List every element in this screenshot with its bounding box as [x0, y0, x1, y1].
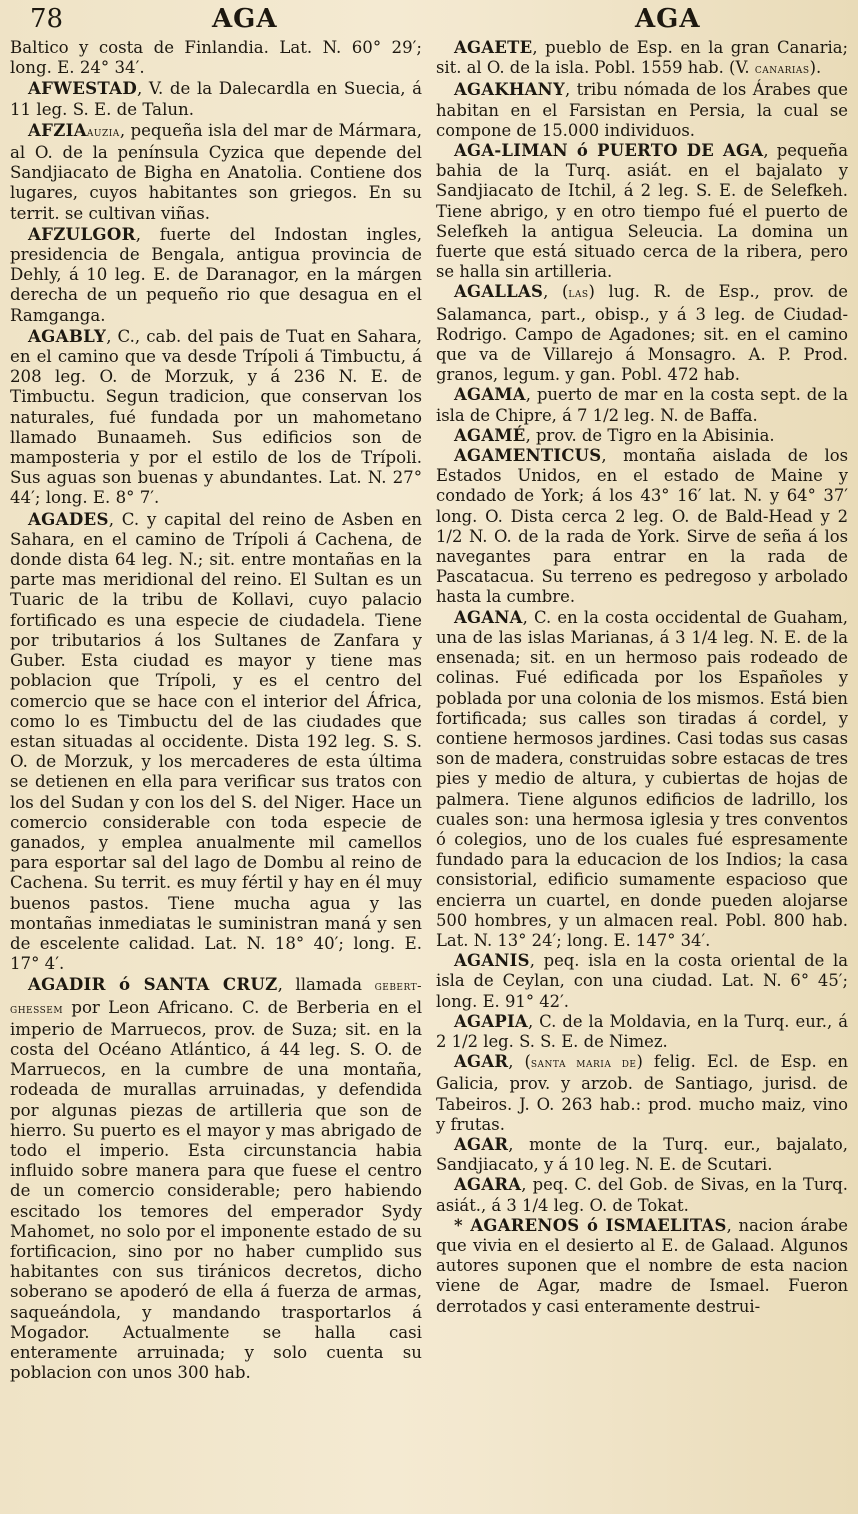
entry-text: , peq. isla en la costa oriental de la isla de Ceylan, con una ciudad. Lat. N. 6° 45′; long. E. 91° 42′.	[436, 951, 848, 1011]
left-column	[10, 38, 422, 1383]
entry-headword: AFZIA	[28, 119, 87, 140]
entry-text: , pequeña isla del mar de Mármara, al O. de la península Cyzica que depende del Sandjiacato de Bigha en Anatolia. Contiene dos lugares, cuyos habitantes son griegos. En su territ. se cultivan viñas.	[10, 120, 422, 223]
entry-text: ).	[809, 58, 822, 78]
entry-text: , monte de la Turq. eur., bajalato, Sandjiacato, y á 10 leg. N. E. de Scutari.	[436, 1134, 848, 1175]
entry-headword: AGANA	[454, 607, 523, 627]
dictionary-entry	[10, 120, 422, 224]
entry-text: , montaña aislada de los Estados Unidos, en el estado de Maine y condado de York; á los 43° 16′ lat. N. y 64° 37′ long. O. Dista cerca 2 leg. O. de Bald-Head y 2 1/2 N. O. de la rada de York. Sirve de seña á los navegantes para entrar en la rada de Pascatacua. Su terreno es pedregoso y arbolado hasta la cumbre.	[436, 446, 848, 607]
entry-headword: AGADES	[28, 508, 109, 529]
entry-headword: AGANIS	[454, 951, 530, 971]
entry-headword: AGAPIA	[454, 1011, 528, 1031]
entry-text: , nacion árabe que vivia en el desierto al E. de Galaad. Algunos autores suponen que el nombre de esta nacion viene de Agar, madre de Ismael. Fueron derrotados y casi enteramente destrui-	[436, 1215, 848, 1316]
entry-text: , puerto de mar en la costa sept. de la isla de Chipre, á 7 1/2 leg. N. de Baffa.	[436, 385, 848, 425]
dictionary-entry	[436, 608, 848, 951]
entry-small-caps: auzia	[86, 124, 120, 140]
entry-headword: * AGARENOS ó ISMAELITAS	[454, 1215, 727, 1235]
dictionary-entry	[436, 385, 848, 425]
entry-headword: AGADIR ó SANTA CRUZ	[28, 974, 278, 995]
dictionary-entry	[10, 224, 422, 326]
entry-headword: AFZULGOR	[28, 223, 136, 244]
entry-text: , (	[543, 282, 569, 302]
dictionary-entry	[436, 1012, 848, 1052]
entry-text: por Leon Africano. C. de Berberia en el imperio de Marruecos, prov. de Suza; sit. en la costa del Océano Atlántico, á 44 leg. S. O. de Marruecos, en la cumbre de una montaña, rodeada de murallas arruinadas, y defendida por algunas piezas de artilleria que son de hierro. Su puerto es el mayor y mas abrigado de todo el imperio. Esta circunstancia habia influido sobre manera para que fuese el centro de un comercio considerable; pero habiendo escitado los temores del emperador Sydy Mahomet, no solo por el imponente estado de su fortificacion, sino por no haber cumplido sus habitantes con sus tiránicos decretos, dicho soberano se apoderó de ella á fuerza de armas, saqueándola, y mandando trasportarlos á Mogador. Actualmente se halla casi enteramente arruinada; y solo cuenta su poblacion con unos 300 hab.	[10, 997, 422, 1383]
entry-small-caps: canarias	[754, 62, 810, 78]
entry-text: , prov. de Tigro en la Abisinia.	[525, 425, 775, 445]
page-number: 78	[30, 4, 64, 34]
dictionary-entry	[10, 326, 422, 509]
entry-small-caps: las	[568, 286, 589, 302]
entry-headword: AGAKHANY	[454, 80, 565, 100]
dictionary-entry	[10, 974, 422, 1383]
entry-text: , pequeña bahia de la Turq. asiát. en el bajalato y Sandjiacato de Itchil, á 2 leg. S. E. de Selefkeh. Tiene abrigo, y en otro tiempo fué el puerto de Selefkeh la antigua Seleucia. La domina un fuerte que está situado cerca de la ribera, pero se halla sin artilleria.	[436, 141, 848, 282]
entry-text: ) lug. R. de Esp., prov. de Salamanca, part., obisp., y á 3 leg. de Ciudad-Rodrigo. Campo de Agadones; sit. en el camino que va de Villarejo á Monsagro. A. P. Prod. granos, legum. y gan. Pobl. 472 hab.	[436, 282, 848, 385]
entry-text: , C. de la Moldavia, en la Turq. eur., á 2 1/2 leg. S. S. E. de Nimez.	[436, 1011, 848, 1051]
page-header	[10, 4, 848, 38]
entry-text: ) felig. Ecl. de Esp. en Galicia, prov. y arzob. de Santiago, jurisd. de Tabeiros. J. O. 263 hab.: prod. mucho maiz, vino y frutas.	[436, 1052, 848, 1134]
entry-text: , fuerte del Indostan ingles, presidencia de Bengala, antigua provincia de Dehly, á 10 leg. E. de Daranagor, en la márgen derecha de un pequeño rio que desagua en el Ramganga.	[10, 224, 422, 325]
entry-headword: AGAMA	[454, 385, 526, 405]
entry-text: , tribu nómada de los Árabes que habitan en el Farsistan en Persia, la cual se compone de 15.000 individuos.	[436, 80, 848, 140]
entry-headword: AGA-LIMAN ó PUERTO DE AGA	[454, 141, 764, 161]
dictionary-entry	[436, 282, 848, 385]
entry-headword: AFWESTAD	[28, 78, 138, 99]
dictionary-entry	[10, 78, 422, 119]
dictionary-entry	[436, 1052, 848, 1135]
right-column	[436, 38, 848, 1383]
entry-headword: AGAETE	[454, 38, 533, 57]
entry-text: , C., cab. del pais de Tuat en Sahara, en el camino que va desde Trípoli á Timbuctu, á 208 leg. O. de Morzuk, y á 236 N. E. de Timbuctu. Segun tradicion, que conservan los naturales, fué fundada por un mahometano llamado Bunaameh. Sus edificios son de mamposteria y por el estilo de los de Trípoli. Sus aguas son buenas y abundantes. Lat. N. 27° 44′; long. E. 8° 7′.	[10, 326, 422, 508]
entry-headword: AGARA	[454, 1175, 522, 1195]
dictionary-entry	[10, 38, 422, 78]
entry-headword: AGAR	[454, 1052, 509, 1072]
dictionary-entry	[436, 80, 848, 141]
dictionary-entry	[436, 1216, 848, 1317]
dictionary-entry	[436, 951, 848, 1012]
entry-text: , C. y capital del reino de Asben en Sahara, en el camino de Trípoli á Cachena, de donde dista 64 leg. N.; sit. entre montañas en la parte mas meridional del reino. El Sultan es un Tuaric de la tribu de Kollavi, cuyo palacio fortificado es una especie de ciudadela. Tiene por tributarios á los Sultanes de Zanfara y Guber. Esta ciudad es mayor y tiene mas poblacion que Trípoli, y es el centro del comercio que se hace con el interior del África, como lo es Timbuctu del de las ciudades que estan situadas al occidente. Dista 192 leg. S. S. O. de Morzuk, y los mercaderes de esta última se detienen en ella para verificar sus tratos con los del Sudan y con los del S. del Niger. Hace un comercio considerable con toda especie de ganados, y emplea anualmente mil camellos para esportar sal del lago de Dombu al reino de Cachena. Su territ. es muy fértil y hay en él muy buenos pastos. Tiene mucha agua y las montañas inmediatas le suministran maná y sen de escelente calidad. Lat. N. 18° 40′; long. E. 17° 4′.	[10, 509, 422, 974]
entry-small-caps: gebert-ghessem	[10, 979, 422, 1017]
running-head-right: AGA	[635, 4, 701, 34]
entry-headword: AGAMÉ	[454, 425, 526, 445]
entry-headword: AGAMENTICUS	[454, 446, 602, 466]
running-head-left: AGA	[212, 4, 278, 34]
dictionary-entry	[436, 141, 848, 282]
entry-headword: AGAR	[454, 1134, 509, 1154]
entry-text: , llamada	[277, 975, 375, 995]
dictionary-entry	[436, 38, 848, 80]
entry-text: , peq. C. del Gob. de Sivas, en la Turq. asiát., á 3 1/4 leg. O. de Tokat.	[436, 1175, 848, 1215]
dictionary-entry	[10, 509, 422, 975]
entry-text: , C. en la costa occidental de Guaham, una de las islas Marianas, á 3 1/4 leg. N. E. de la ensenada; sit. en un hermoso pais rodeado de colinas. Fué edificada por los Españoles y poblada por una colonia de los mismos. Está bien fortificada; sus calles son tiradas á cordel, y contiene hermosos jardines. Casi todas sus casas son de madera, construidas sobre estacas de tres pies y medio de altura, y cubiertas de hojas de palmera. Tiene algunos edificios de ladrillo, los cuales son: una hermosa iglesia y tres conventos ó colegios, uno de los cuales fué espresamente fundado para la educacion de los Indios; la casa consistorial, edificio sumamente espacioso que encierra un cuartel, en donde pueden alojarse 500 hombres, y un almacen real. Pobl. 800 hab. Lat. N. 13° 24′; long. E. 147° 34′.	[436, 607, 848, 950]
dictionary-entry	[436, 1175, 848, 1215]
entry-small-caps: santa maria de	[530, 1056, 637, 1072]
entry-text: Baltico y costa de Finlandia. Lat. N. 60° 29′; long. E. 24° 34′.	[10, 38, 422, 78]
entry-text: , V. de la Dalecardla en Suecia, á 11 leg. S. E. de Talun.	[10, 79, 422, 119]
entry-text: , (	[508, 1052, 531, 1072]
dictionary-entry	[436, 426, 848, 446]
dictionary-entry	[436, 1135, 848, 1175]
entry-headword: AGABLY	[28, 325, 107, 346]
entry-headword: AGALLAS	[454, 282, 544, 302]
entry-text: , pueblo de Esp. en la gran Canaria; sit. al O. de la isla. Pobl. 1559 hab. (V.	[436, 38, 848, 78]
dictionary-entry	[436, 446, 848, 608]
text-columns	[10, 38, 848, 1383]
